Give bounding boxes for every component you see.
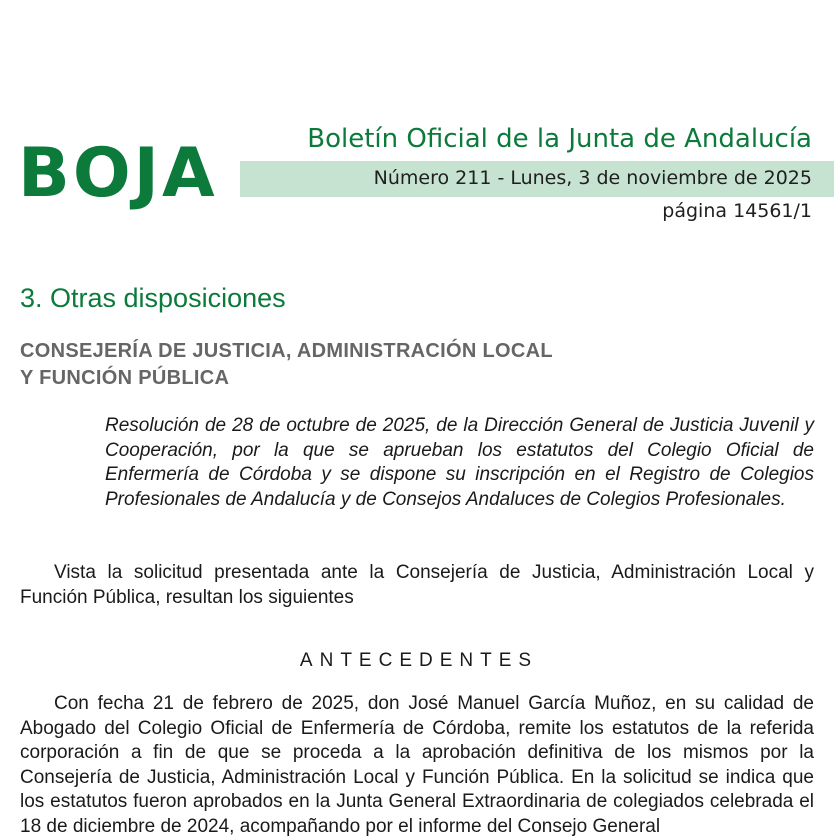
page-number: página 14561/1	[662, 200, 812, 222]
intro-paragraph: Vista la solicitud presentada ante la Consejería de Justicia, Administración Local y Función Pública, resultan los siguientes	[20, 562, 814, 608]
resolution-summary: Resolución de 28 de octubre de 2025, de la Dirección General de Justicia Juvenil y Cooperación, por la que se aprueban los estatutos del Colegio Oficial de Enfermería de Córdoba y se dispone su inscripción en el Registro de Colegios Profesionales de Andalucía y de Consejos Andaluces de Colegios Profesionales.	[105, 415, 814, 510]
body-paragraph: Con fecha 21 de febrero de 2025, don José Manuel García Muñoz, en su calidad de Abogado del Colegio Oficial de Enfermería de Córdoba, remite los estatutos de la referida corporación a fin de que se proceda a la aprobación definitiva de los mismos por la Consejería de Justicia, Administración Local y Función Pública. En la solicitud se indica que los estatutos fueron aprobados en la Junta General Extraordinaria de colegiados celebrada el 18 de diciembre de 2024, acompañando por el informe del Consejo General	[20, 693, 814, 837]
ministry-line-1: CONSEJERÍA DE JUSTICIA, ADMINISTRACIÓN LOCAL	[20, 340, 553, 362]
antecedentes-heading: ANTECEDENTES	[299, 650, 539, 671]
ministry-heading	[20, 338, 553, 392]
ministry-line-2: Y FUNCIÓN PÚBLICA	[20, 367, 230, 389]
boja-logo: BOJA	[18, 134, 218, 213]
section-title: 3. Otras disposiciones	[20, 283, 286, 313]
issue-line: Número 211 - Lunes, 3 de noviembre de 2025	[373, 167, 812, 189]
bulletin-title: Boletín Oficial de la Junta de Andalucía	[307, 124, 812, 154]
